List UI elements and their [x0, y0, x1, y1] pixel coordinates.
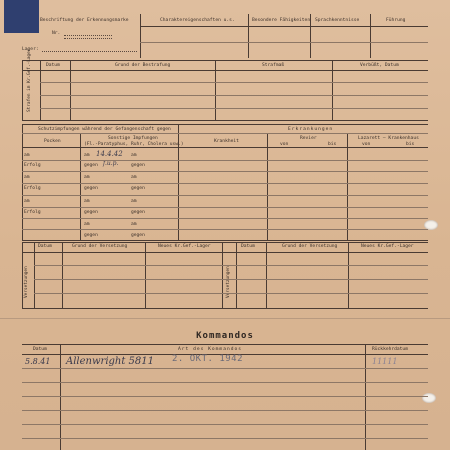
versetzungen-divider-6	[266, 242, 267, 308]
kommandos-divider-1	[60, 344, 61, 450]
versetzungen-header-border	[22, 252, 428, 253]
kommando-row-rule-1	[22, 368, 428, 369]
header-divider-1	[140, 14, 141, 58]
cell-am-3a: am	[84, 199, 90, 204]
handwritten-impfung-date: 14.4.42	[96, 150, 123, 158]
cell-am-2b: am	[131, 175, 137, 180]
kommandos-top-border	[22, 344, 428, 345]
revier-bis: bis	[328, 142, 337, 147]
kommando-entry-datum: 5.8.41	[25, 357, 51, 366]
row-am-2: am	[24, 175, 30, 180]
impfungen-left-border	[22, 124, 23, 240]
cell-gegen-3a: gegen	[84, 210, 98, 215]
row-erfolg-3: Erfolg	[24, 210, 41, 215]
impfungen-top-border	[22, 124, 428, 125]
row-am-3: am	[24, 199, 30, 204]
impfungen-title: Schutzimpfungen während der Gefangenschaft gegen	[38, 127, 171, 132]
lazarett-header: Lazarett — Krankenhaus	[358, 136, 419, 141]
nr-field-line-2	[64, 38, 112, 39]
erkrankungen-title: Erkrankungen	[288, 127, 334, 132]
impf-row-rule-7	[22, 229, 428, 230]
cell-am-2a: am	[84, 175, 90, 180]
impf-row-rule-1	[22, 160, 428, 161]
header-row-rule	[140, 42, 428, 43]
lager-field-line	[42, 51, 137, 52]
kommandos-rueckkehr-header: Rückkehrdatum	[372, 347, 408, 352]
strafen-top-border	[22, 60, 428, 61]
cell-am-4b: am	[131, 222, 137, 227]
lager-label: Lager:	[22, 47, 39, 52]
strafen-grund-header: Grund der Bestrafung	[115, 63, 171, 68]
cell-gegen-4b: gegen	[131, 233, 145, 238]
kommandos-datum-header: Datum	[33, 347, 47, 352]
impf-row-rule-5	[22, 207, 428, 208]
beschriftung-label: Beschriftung der Erkennungsmarke	[40, 18, 129, 23]
vers-grund-header-left: Grund der Versetzung	[72, 244, 128, 249]
handwritten-impfung-entry: f.u.p.	[103, 160, 119, 167]
nr-field-line	[64, 35, 112, 36]
vers-datum-header-left: Datum	[38, 244, 52, 249]
impfungen-title-rule	[22, 133, 428, 134]
header-rule	[140, 26, 428, 27]
cell-gegen-2a: gegen	[84, 186, 98, 191]
row-erfolg-1: Erfolg	[24, 163, 41, 168]
nr-label: Nr.	[52, 31, 61, 36]
versetzungen-left-border	[22, 242, 23, 308]
row-erfolg-2: Erfolg	[24, 186, 41, 191]
blue-stamp	[4, 0, 39, 33]
strafen-divider-2	[70, 60, 71, 120]
impf-row-rule-4	[22, 195, 428, 196]
impf-row-rule-3	[22, 183, 428, 184]
strafen-side-label: Strafen im Kr.Gef.-Lager	[27, 48, 32, 112]
cell-gegen-3b: gegen	[131, 210, 145, 215]
versetzungen-divider-2	[62, 242, 63, 308]
kommando-row-rule-2	[22, 382, 428, 383]
versetzungen-divider-4	[222, 242, 223, 308]
vers-lager-header-right: Neues Kr.Gef.-Lager	[361, 244, 414, 249]
strafen-divider-1	[40, 60, 41, 120]
strafen-bottom-border	[22, 120, 428, 121]
strafen-row-rule-2	[40, 95, 428, 96]
cell-gegen-1b: gegen	[131, 163, 145, 168]
header-divider-2	[248, 14, 249, 58]
eigenschaften-label: Charaktereigenschaften u.s.	[160, 18, 235, 23]
fold-line	[0, 318, 450, 319]
kommandos-divider-2	[365, 344, 366, 450]
cell-am-3b: am	[131, 199, 137, 204]
punch-hole-lower	[422, 393, 436, 403]
strafen-left-border	[22, 60, 23, 120]
vers-row-rule-2	[34, 279, 428, 280]
erkrankungen-divider-1	[267, 133, 268, 240]
cell-am-1b: am	[131, 153, 137, 158]
kommando-row-rule-5	[22, 424, 428, 425]
fuehrung-label: Führung	[386, 18, 406, 23]
header-divider-4	[370, 14, 371, 58]
impf-row-rule-2	[22, 171, 428, 172]
kommando-row-rule-6	[22, 438, 428, 439]
vers-row-rule-3	[34, 293, 428, 294]
vers-datum-header-right: Datum	[241, 244, 255, 249]
kommando-row-rule-3	[22, 396, 428, 397]
strafen-row-rule-3	[40, 108, 428, 109]
strafen-datum-header: Datum	[46, 63, 60, 68]
kommando-entry-rueckkehr: 11111	[372, 357, 398, 366]
vers-row-rule-1	[34, 265, 428, 266]
row-am-1: am	[24, 153, 30, 158]
header-divider-3	[310, 14, 311, 58]
kommandos-art-header: Art des Kommandos	[178, 347, 243, 352]
cell-gegen-4a: gegen	[84, 233, 98, 238]
versetzungen-divider-1	[34, 242, 35, 308]
lazarett-bis: bis	[406, 142, 415, 147]
impfungen-bottom-border	[22, 240, 428, 241]
pocken-header: Pocken	[44, 139, 61, 144]
versetzungen-bottom-border	[22, 308, 428, 309]
impfungen-divider-1	[80, 134, 81, 240]
cell-am-1a: am	[84, 153, 90, 158]
versetzungen-divider-3	[145, 242, 146, 308]
impfungen-header-border	[22, 147, 428, 148]
kommando-entry-art: Allenwright 5811	[66, 356, 155, 367]
cell-gegen-2b: gegen	[131, 186, 145, 191]
versetzungen-divider-7	[348, 242, 349, 308]
vers-lager-header-left: Neues Kr.Gef.-Lager	[158, 244, 211, 249]
revier-header: Revier	[300, 136, 317, 141]
sprachkenntnisse-label: Sprachkenntnisse	[315, 18, 360, 23]
strafen-strafmass-header: Strafmaß	[262, 63, 285, 68]
sonstige-header-1: Sonstige Impfungen	[108, 136, 158, 141]
versetzungen-side-label-left: Versetzungen	[24, 266, 29, 298]
strafen-divider-4	[332, 60, 333, 120]
krankheit-header: Krankheit	[214, 139, 239, 144]
cell-am-4a: am	[84, 222, 90, 227]
strafen-divider-3	[215, 60, 216, 120]
impf-row-rule-6	[22, 218, 428, 219]
erkrankungen-divider-2	[347, 133, 348, 240]
kommandos-title: Kommandos	[196, 331, 254, 341]
versetzungen-side-label-right: Versetzungen	[226, 266, 231, 298]
lazarett-von: von	[362, 142, 371, 147]
vers-grund-header-right: Grund der Versetzung	[282, 244, 338, 249]
versetzungen-divider-5	[236, 242, 237, 308]
sonstige-header-2: (Fl.-Paratyphus, Ruhr, Cholera usw.)	[84, 142, 184, 147]
strafen-verbuesst-header: Verbüßt, Datum	[360, 63, 399, 68]
kommando-row-rule-4	[22, 410, 428, 411]
versetzungen-top-border	[22, 242, 428, 243]
kommando-entry-stamp: 2. OKT. 1942	[172, 354, 244, 364]
strafen-header-border	[22, 70, 428, 71]
faehigkeiten-label: Besondere Fähigkeiten	[252, 18, 311, 23]
cell-gegen-1a: gegen	[84, 163, 98, 168]
revier-von: von	[280, 142, 289, 147]
strafen-row-rule-1	[40, 82, 428, 83]
